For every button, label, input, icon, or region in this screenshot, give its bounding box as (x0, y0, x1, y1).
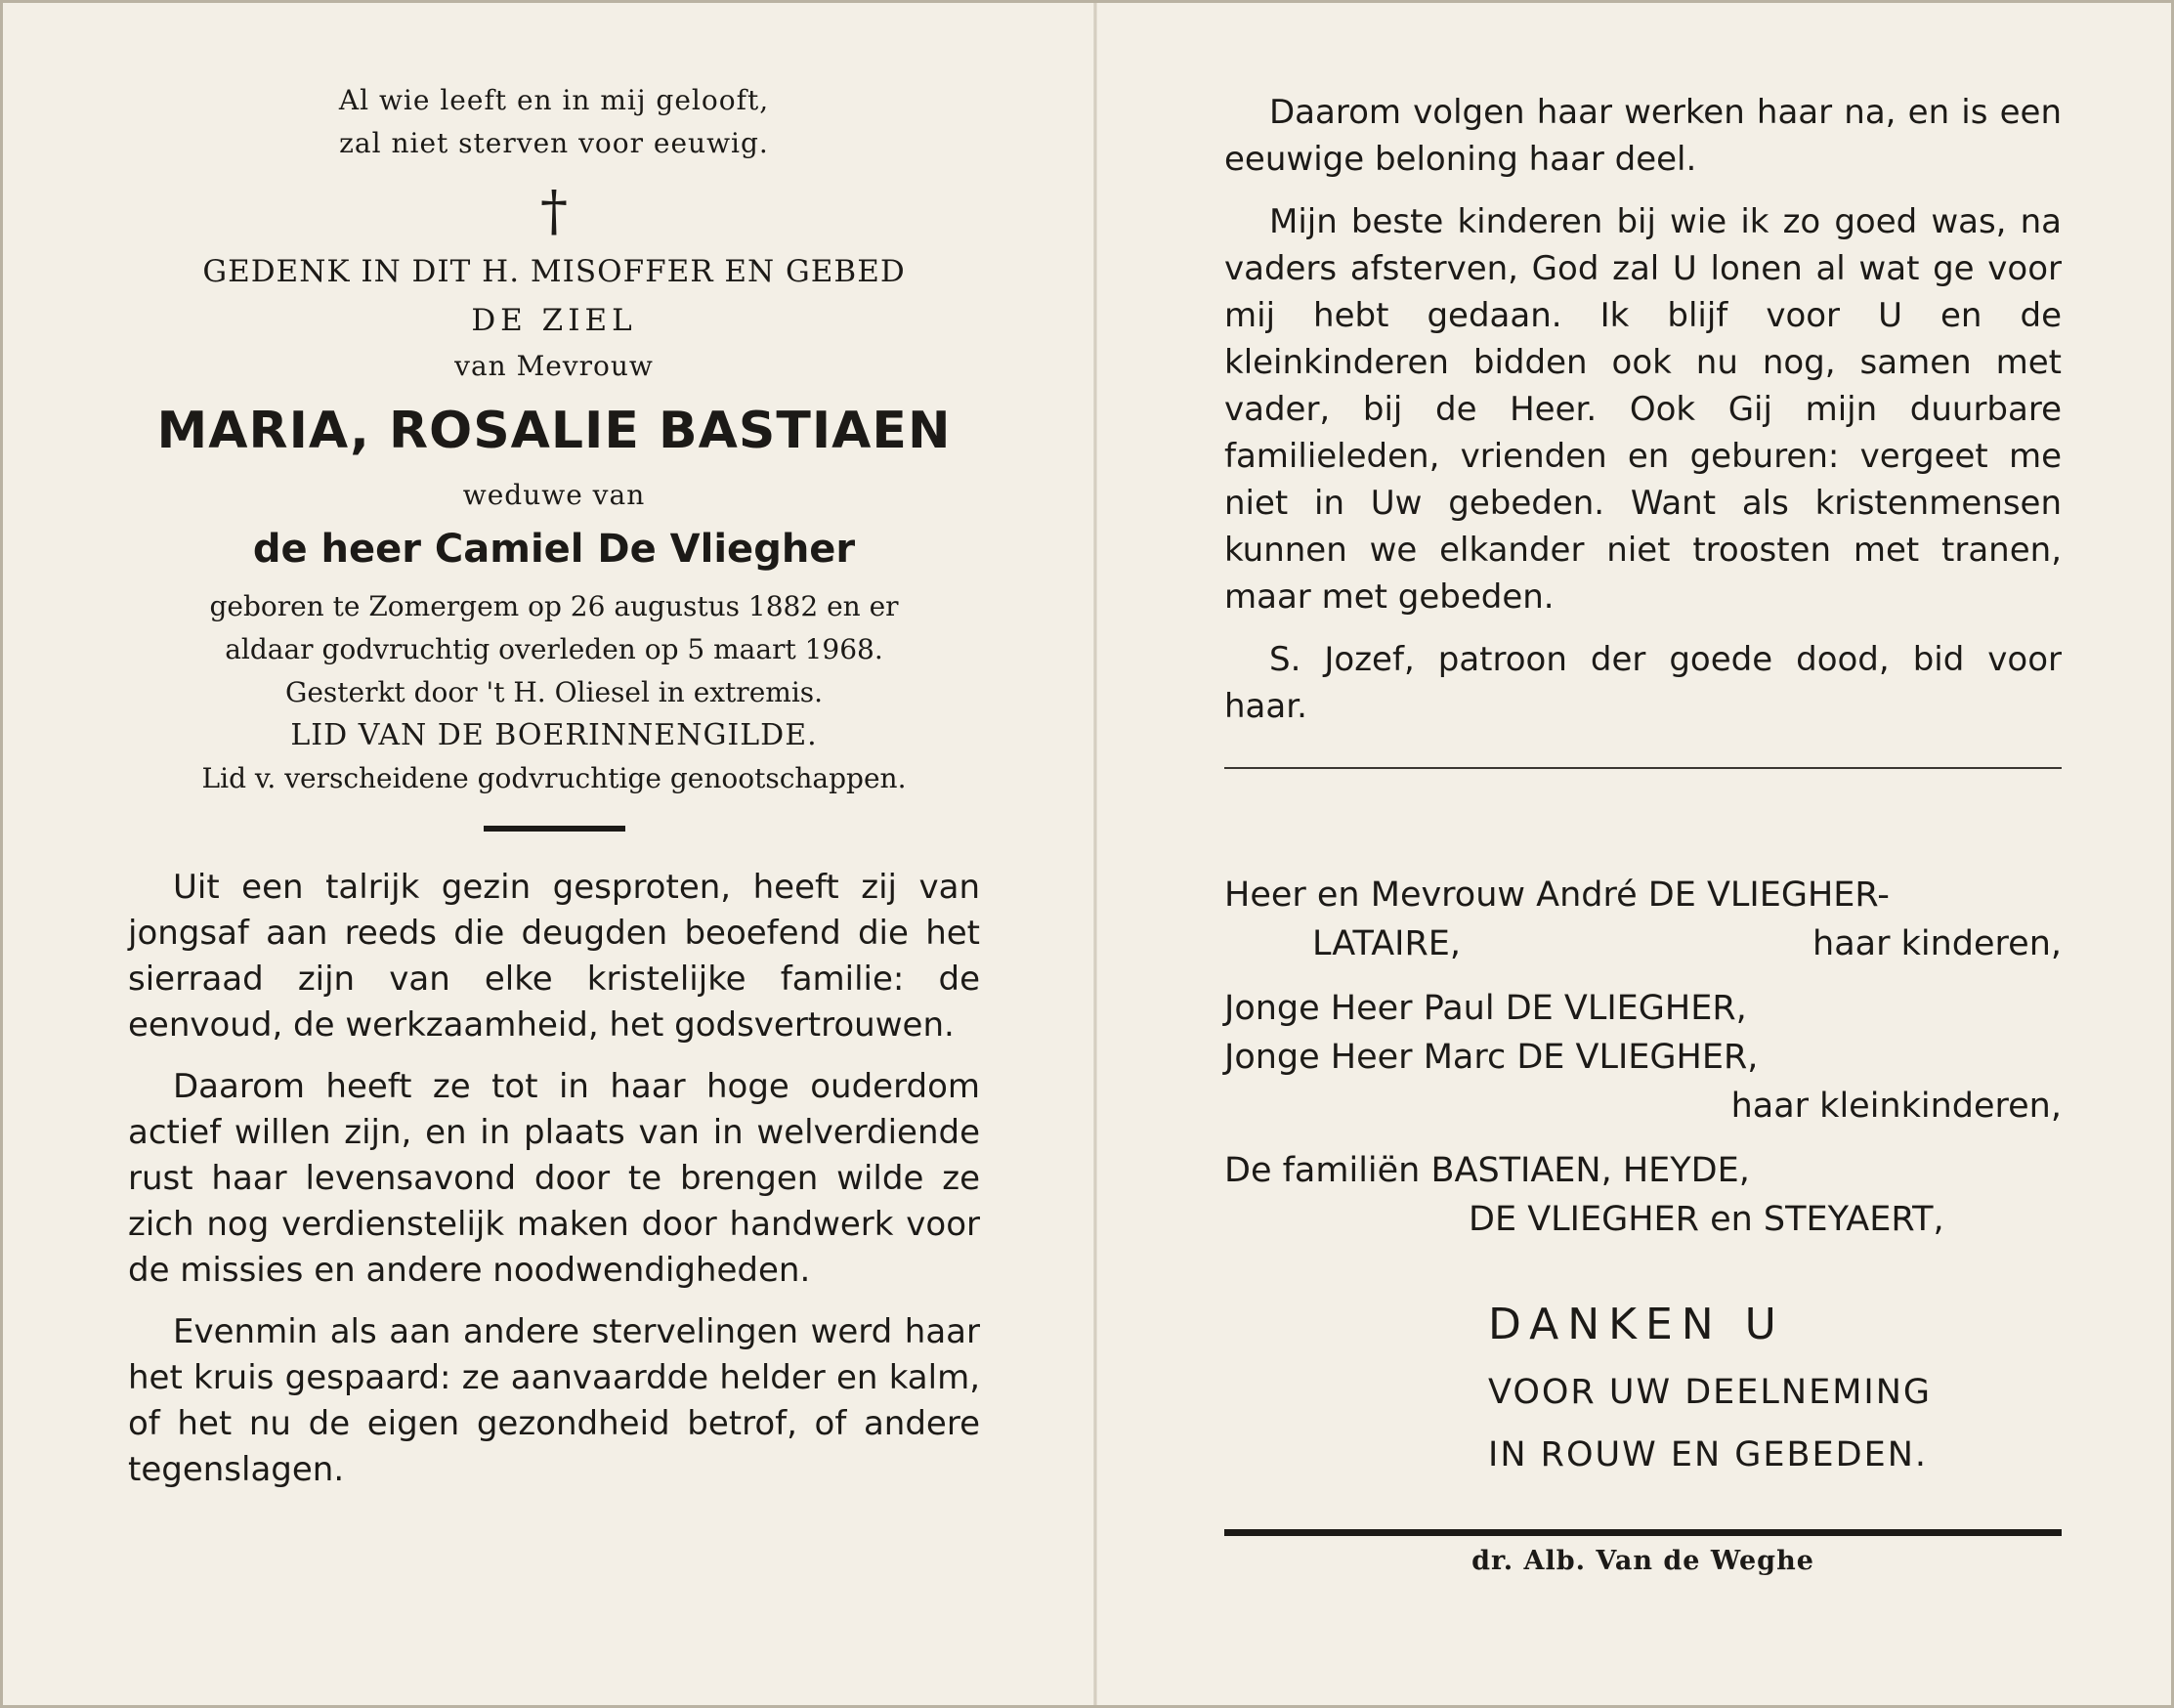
born-line-2: aldaar godvruchtig overleden op 5 maart 1968. (225, 633, 883, 665)
thanks-line-2: IN ROUW EN GEBEDEN. (1488, 1435, 1929, 1474)
divider-long (1224, 767, 2062, 769)
life-details (128, 585, 980, 800)
children-line-2 (1224, 919, 2062, 968)
strengthened-line: Gesterkt door 't H. Oliesel in extremis. (284, 676, 824, 708)
societies-line: Lid v. verscheidene godvruchtige genootschappen. (201, 762, 907, 794)
grandchildren-role: haar kleinkinderen, (1730, 1087, 2062, 1126)
thanks-line-1: VOOR UW DEELNEMING (1488, 1373, 1933, 1412)
guild-line: LID VAN DE BOERINNENGILDE. (290, 718, 818, 752)
thanks-block (1224, 1289, 2062, 1486)
widow-of-label: weduwe van (462, 479, 646, 511)
born-line-1: geboren te Zomergem op 26 augustus 1882 en er (209, 590, 899, 622)
of-mrs-label: van Mevrouw (454, 350, 654, 382)
right-paragraph-1: Daarom volgen haar werken haar na, en is een eeuwige beloning haar deel. (1224, 93, 2062, 179)
right-paragraph-2: Mijn beste kinderen bij wie ik zo goed was, na vaders afsterven, God zal U lonen al wat ge voor mij hebt gedaan. Ik blijf voor U en de kleinkinderen bidden ook nu nog, samen met vader, bij de Heer. Ook Gij mijn duurbare familieleden, vrienden en geburen: vergeet me niet in Uw gebeden. Want als kristenmensen kunnen we elkander niet troosten met tranen, maar met gebeden. (1224, 202, 2062, 617)
left-page (3, 3, 1095, 1705)
printer-credit: dr. Alb. Van de Weghe (1471, 1546, 1814, 1576)
grandchild-2: Jonge Heer Marc DE VLIEGHER, (1224, 1038, 1759, 1077)
divider-short (484, 826, 625, 832)
cross-icon: † (540, 180, 568, 243)
children-line-1: Heer en Mevrouw André DE VLIEGHER- (1224, 875, 1890, 915)
epitaph-line-1: Al wie leeft en in mij gelooft, (338, 84, 770, 116)
right-paragraph-3: S. Jozef, patroon der goede dood, bid voor haar. (1224, 640, 2062, 726)
families-line-2: DE VLIEGHER en STEYAERT, (1469, 1200, 1944, 1239)
left-paragraph-1: Uit een talrijk gezin gesproten, heeft zij van jongsaf aan reeds die deugden beoefend die het sierraad zijn van elke kristelijke familie: de eenvoud, de werkzaamheid, het godsvertrouwen. (128, 868, 980, 1045)
left-paragraph-2: Daarom heeft ze tot in haar hoge ouderdom actief willen zijn, en in plaats van in welverdiende rust haar levensavond door te brengen wilde ze zich nog verdienstelijk maken door handwerk voor de missies en andere noodwendigheden. (128, 1067, 980, 1290)
thanks-title: DANKEN U (1488, 1300, 1785, 1349)
family-list (1224, 871, 2062, 1244)
deceased-name: MARIA, ROSALIE BASTIAEN (156, 402, 952, 460)
right-page (1095, 3, 2174, 1705)
grandchild-1: Jonge Heer Paul DE VLIEGHER, (1224, 989, 1747, 1028)
divider-thick (1224, 1529, 2062, 1536)
children-name-continued: LATAIRE, (1312, 924, 1462, 963)
left-paragraph-3: Evenmin als aan andere stervelingen werd haar het kruis gespaard: ze aanvaardde helder en kalm, of het nu de eigen gezondheid betrof, of andere tegenslagen. (128, 1312, 980, 1489)
families-line-1: De familiën BASTIAEN, HEYDE, (1224, 1151, 1750, 1190)
children-role: haar kinderen, (1812, 924, 2062, 963)
remember-heading: GEDENK IN DIT H. MISOFFER EN GEBED (202, 254, 906, 289)
epitaph-line-2: zal niet sterven voor eeuwig. (339, 127, 769, 159)
epitaph (128, 79, 980, 165)
soul-heading: DE ZIEL (471, 303, 637, 338)
husband-name: de heer Camiel De Vliegher (252, 527, 856, 572)
